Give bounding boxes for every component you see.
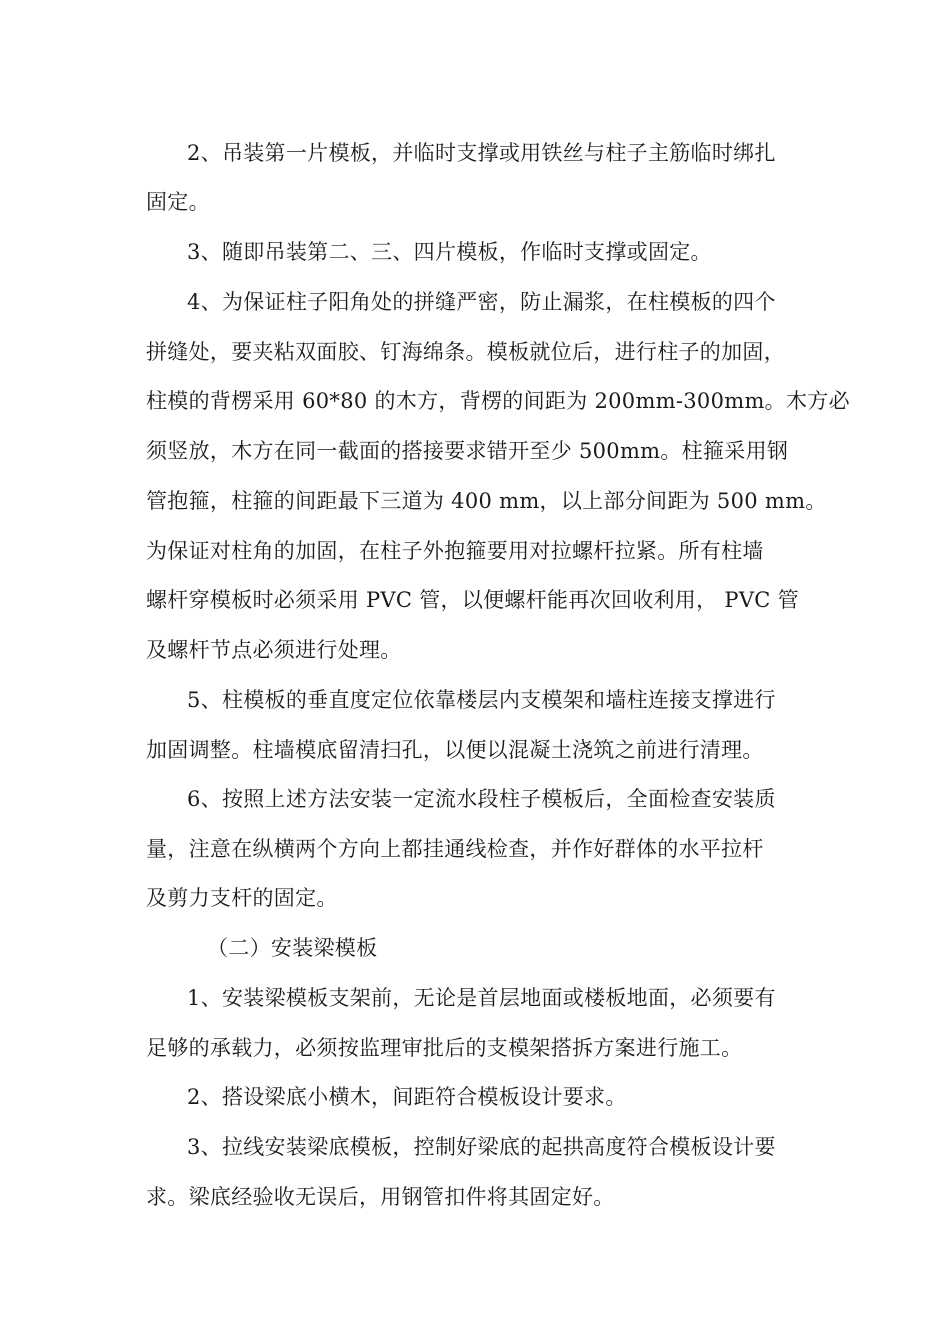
paragraph-line: 3、拉线安装梁底模板，控制好梁底的起拱高度符合模板设计要 [187,1135,776,1159]
paragraph-line: 2、吊装第一片模板，并临时支撑或用铁丝与柱子主筋临时绑扎 [187,141,776,165]
paragraph-line: 6、按照上述方法安装一定流水段柱子模板后，全面检查安装质 [187,787,776,811]
paragraph-line: 拼缝处，要夹粘双面胶、钉海绵条。模板就位后，进行柱子的加固， [146,340,785,364]
paragraph-line: 加固调整。柱墙模底留清扫孔，以便以混凝土浇筑之前进行清理。 [146,738,764,762]
paragraph-line: 管抱箍，柱箍的间距最下三道为 400 mm，以上部分间距为 500 mm。 [146,489,827,513]
paragraph-line: 为保证对柱角的加固，在柱子外抱箍要用对拉螺杆拉紧。所有柱墙 [146,539,764,563]
paragraph-line: 及剪力支杆的固定。 [146,886,338,910]
paragraph-line: 量，注意在纵横两个方向上都挂通线检查，并作好群体的水平拉杆 [146,837,764,861]
paragraph-line: 3、随即吊装第二、三、四片模板，作临时支撑或固定。 [187,240,712,264]
paragraph-line: 螺杆穿模板时必须采用 PVC 管，以便螺杆能再次回收利用， PVC 管 [146,588,799,612]
paragraph-line: 2、搭设梁底小横木，间距符合模板设计要求。 [187,1085,627,1109]
paragraph-line: 1、安装梁模板支架前，无论是首层地面或楼板地面，必须要有 [187,986,776,1010]
paragraph-line: 柱模的背楞采用 60*80 的木方，背楞的间距为 200mm-300mm。木方必 [146,389,850,413]
paragraph-line: 求。梁底经验收无误后，用钢管扣件将其固定好。 [146,1185,615,1209]
section-heading: （二）安装梁模板 [207,936,378,960]
paragraph-line: 及螺杆节点必须进行处理。 [146,638,402,662]
paragraph-line: 足够的承载力，必须按监理审批后的支模架搭拆方案进行施工。 [146,1036,743,1060]
paragraph-line: 5、柱模板的垂直度定位依靠楼层内支模架和墙柱连接支撑进行 [187,688,776,712]
paragraph-line: 固定。 [146,190,210,214]
paragraph-line: 须竖放，木方在同一截面的搭接要求错开至少 500mm。柱箍采用钢 [146,439,789,463]
paragraph-line: 4、为保证柱子阳角处的拼缝严密，防止漏浆，在柱模板的四个 [187,290,776,314]
